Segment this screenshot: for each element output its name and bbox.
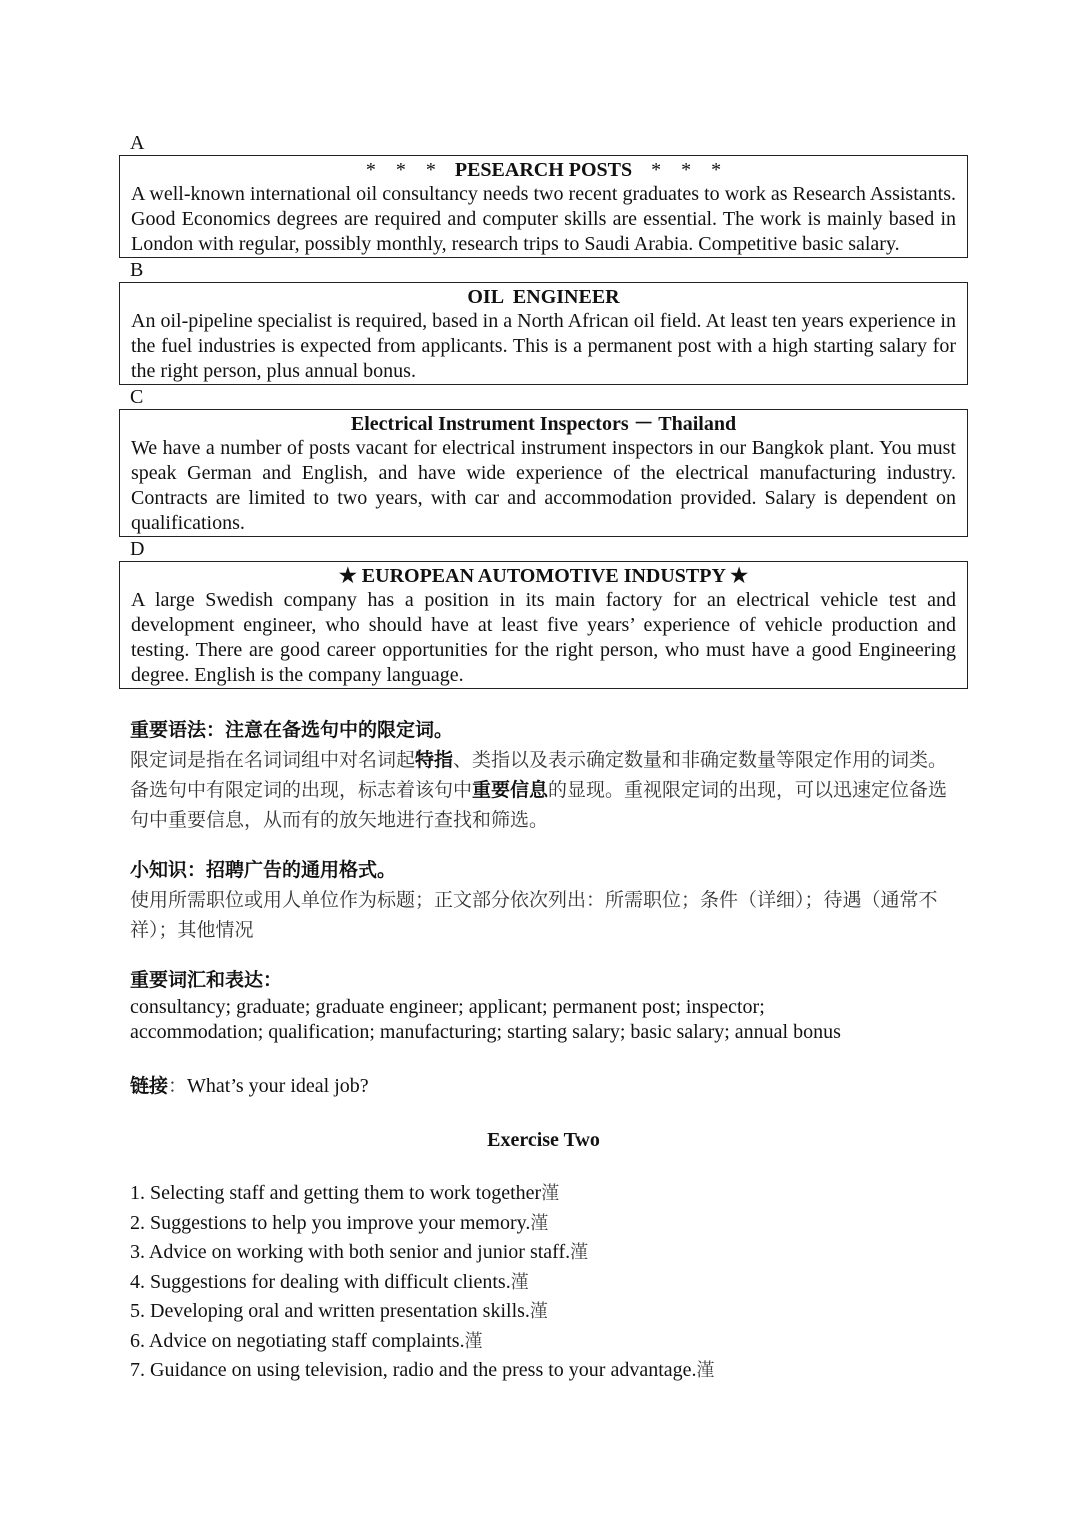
document-page [130,131,957,1386]
ad-c-letter: C [130,386,144,408]
checkbox-glyph: 漌 [530,1212,549,1234]
checkbox-glyph: 漌 [510,1271,529,1293]
exercise-item-6 [130,1327,957,1357]
vocab-heading: 重要词汇和表达： [130,969,283,991]
exercise-item-text: 6. Advice on negotiating staff complaints. [130,1329,465,1352]
exercise-item-7 [130,1356,957,1386]
exercise-item-4 [130,1268,957,1298]
checkbox-glyph: 漌 [541,1183,560,1204]
grammar-text-3: 的显现。重视限定词的出现，可以迅速定位备选句中重要信息，从而有的放矢地进行查找和筛选。 [130,779,948,831]
exercise-title: Exercise Two [487,1129,600,1151]
ad-c-body: We have a number of posts vacant for electrical instrument inspectors in our Bangkok plant. You must speak German and English, and have wide experience of the electrical manufacturing industry. Contracts are limited to two years, with car and accommodation provided. Salary is dependent on qualifications. [131,437,956,534]
ad-b-box [119,282,968,385]
ad-a-body: A well-known international oil consultancy needs two recent graduates to work as Research Assistants. Good Economics degrees are required and computer skills are essential. The work is mainly based in London with regular, possibly monthly, research trips to Saudi Arabia. Competitive basic salary. [131,183,956,255]
exercise-item-text: 4. Suggestions for dealing with difficult clients. [130,1270,511,1293]
ad-d-box [119,561,968,689]
exercise-item-text: 2. Suggestions to help you improve your memory. [130,1211,531,1234]
grammar-body [130,745,957,835]
ad-a-stars-left: * * * [365,159,436,181]
checkbox-glyph: 漌 [570,1242,589,1263]
link-text: What’s your ideal job? [187,1075,369,1097]
vocab-line-1: consultancy; graduate; graduate engineer; applicant; permanent post; inspector; [130,996,765,1018]
ad-a-title-text: PESEARCH POSTS [454,159,633,181]
grammar-bold-2: 重要信息 [472,779,549,801]
ad-c-box [119,409,968,537]
exercise-item-text: 7. Guidance on using television, radio and the press to your advantage. [130,1359,697,1381]
exercise-item-1 [130,1179,957,1209]
checkbox-glyph: 漌 [464,1330,483,1352]
ad-a-title [131,156,956,182]
grammar-text-1: 限定词是指在名词词组中对名词起 [130,749,416,771]
exercise-item-text: 3. Advice on working with both senior and junior staff. [130,1241,571,1263]
ad-d-body: A large Swedish company has a position in its main factory for an electrical vehicle test and development engineer, who should have at least five years’ experience of vehicle production and testing. There are good career opportunities for the right person, who must have a good Engineering degree. English is the company language. [131,589,956,686]
link-colon: ： [168,1075,188,1097]
checkbox-glyph: 漌 [529,1301,548,1322]
link-line [130,1071,957,1101]
ad-b-title: OIL ENGINEER [467,286,620,308]
vocab-line-2: accommodation; qualification; manufacturing; starting salary; basic salary; annual bonus [130,1021,841,1043]
ad-b-body: An oil-pipeline specialist is required, based in a North African oil field. At least ten years experience in the fuel industries is expected from applicants. This is a permanent post with a high starting salary for the right person, plus annual bonus. [131,310,956,382]
ad-a-box [119,155,968,258]
ad-a-letter: A [130,132,145,154]
ad-a-stars-right: * * * [651,159,722,181]
exercise-item-text: 1. Selecting staff and getting them to work together [130,1182,542,1204]
exercise-list [130,1179,957,1386]
grammar-heading: 重要语法：注意在备选句中的限定词。 [130,719,454,741]
checkbox-glyph: 漌 [696,1360,715,1381]
grammar-bold-1: 特指 [415,749,454,771]
exercise-item-2 [130,1209,957,1239]
link-label: 链接 [130,1075,169,1097]
exercise-item-3 [130,1238,957,1268]
exercise-item-text: 5. Developing oral and written presentation skills. [130,1300,530,1322]
ad-c-title: Electrical Instrument Inspectors － Thailand [350,413,737,435]
ad-d-title: ★ EUROPEAN AUTOMOTIVE INDUSTPY ★ [338,565,749,587]
ad-d-letter: D [130,538,145,560]
exercise-item-5 [130,1297,957,1327]
tips-heading: 小知识：招聘广告的通用格式。 [130,859,397,881]
ad-b-letter: B [130,259,144,281]
grammar-text-2: 、类指以及表示确定数量和非确定数量等限定作用的词类。备选句中有限定词的出现，标志着该句中 [130,749,948,801]
tips-body: 使用所需职位或用人单位作为标题；正文部分依次列出：所需职位；条件（详细）；待遇（通常不祥）；其他情况 [130,889,938,941]
